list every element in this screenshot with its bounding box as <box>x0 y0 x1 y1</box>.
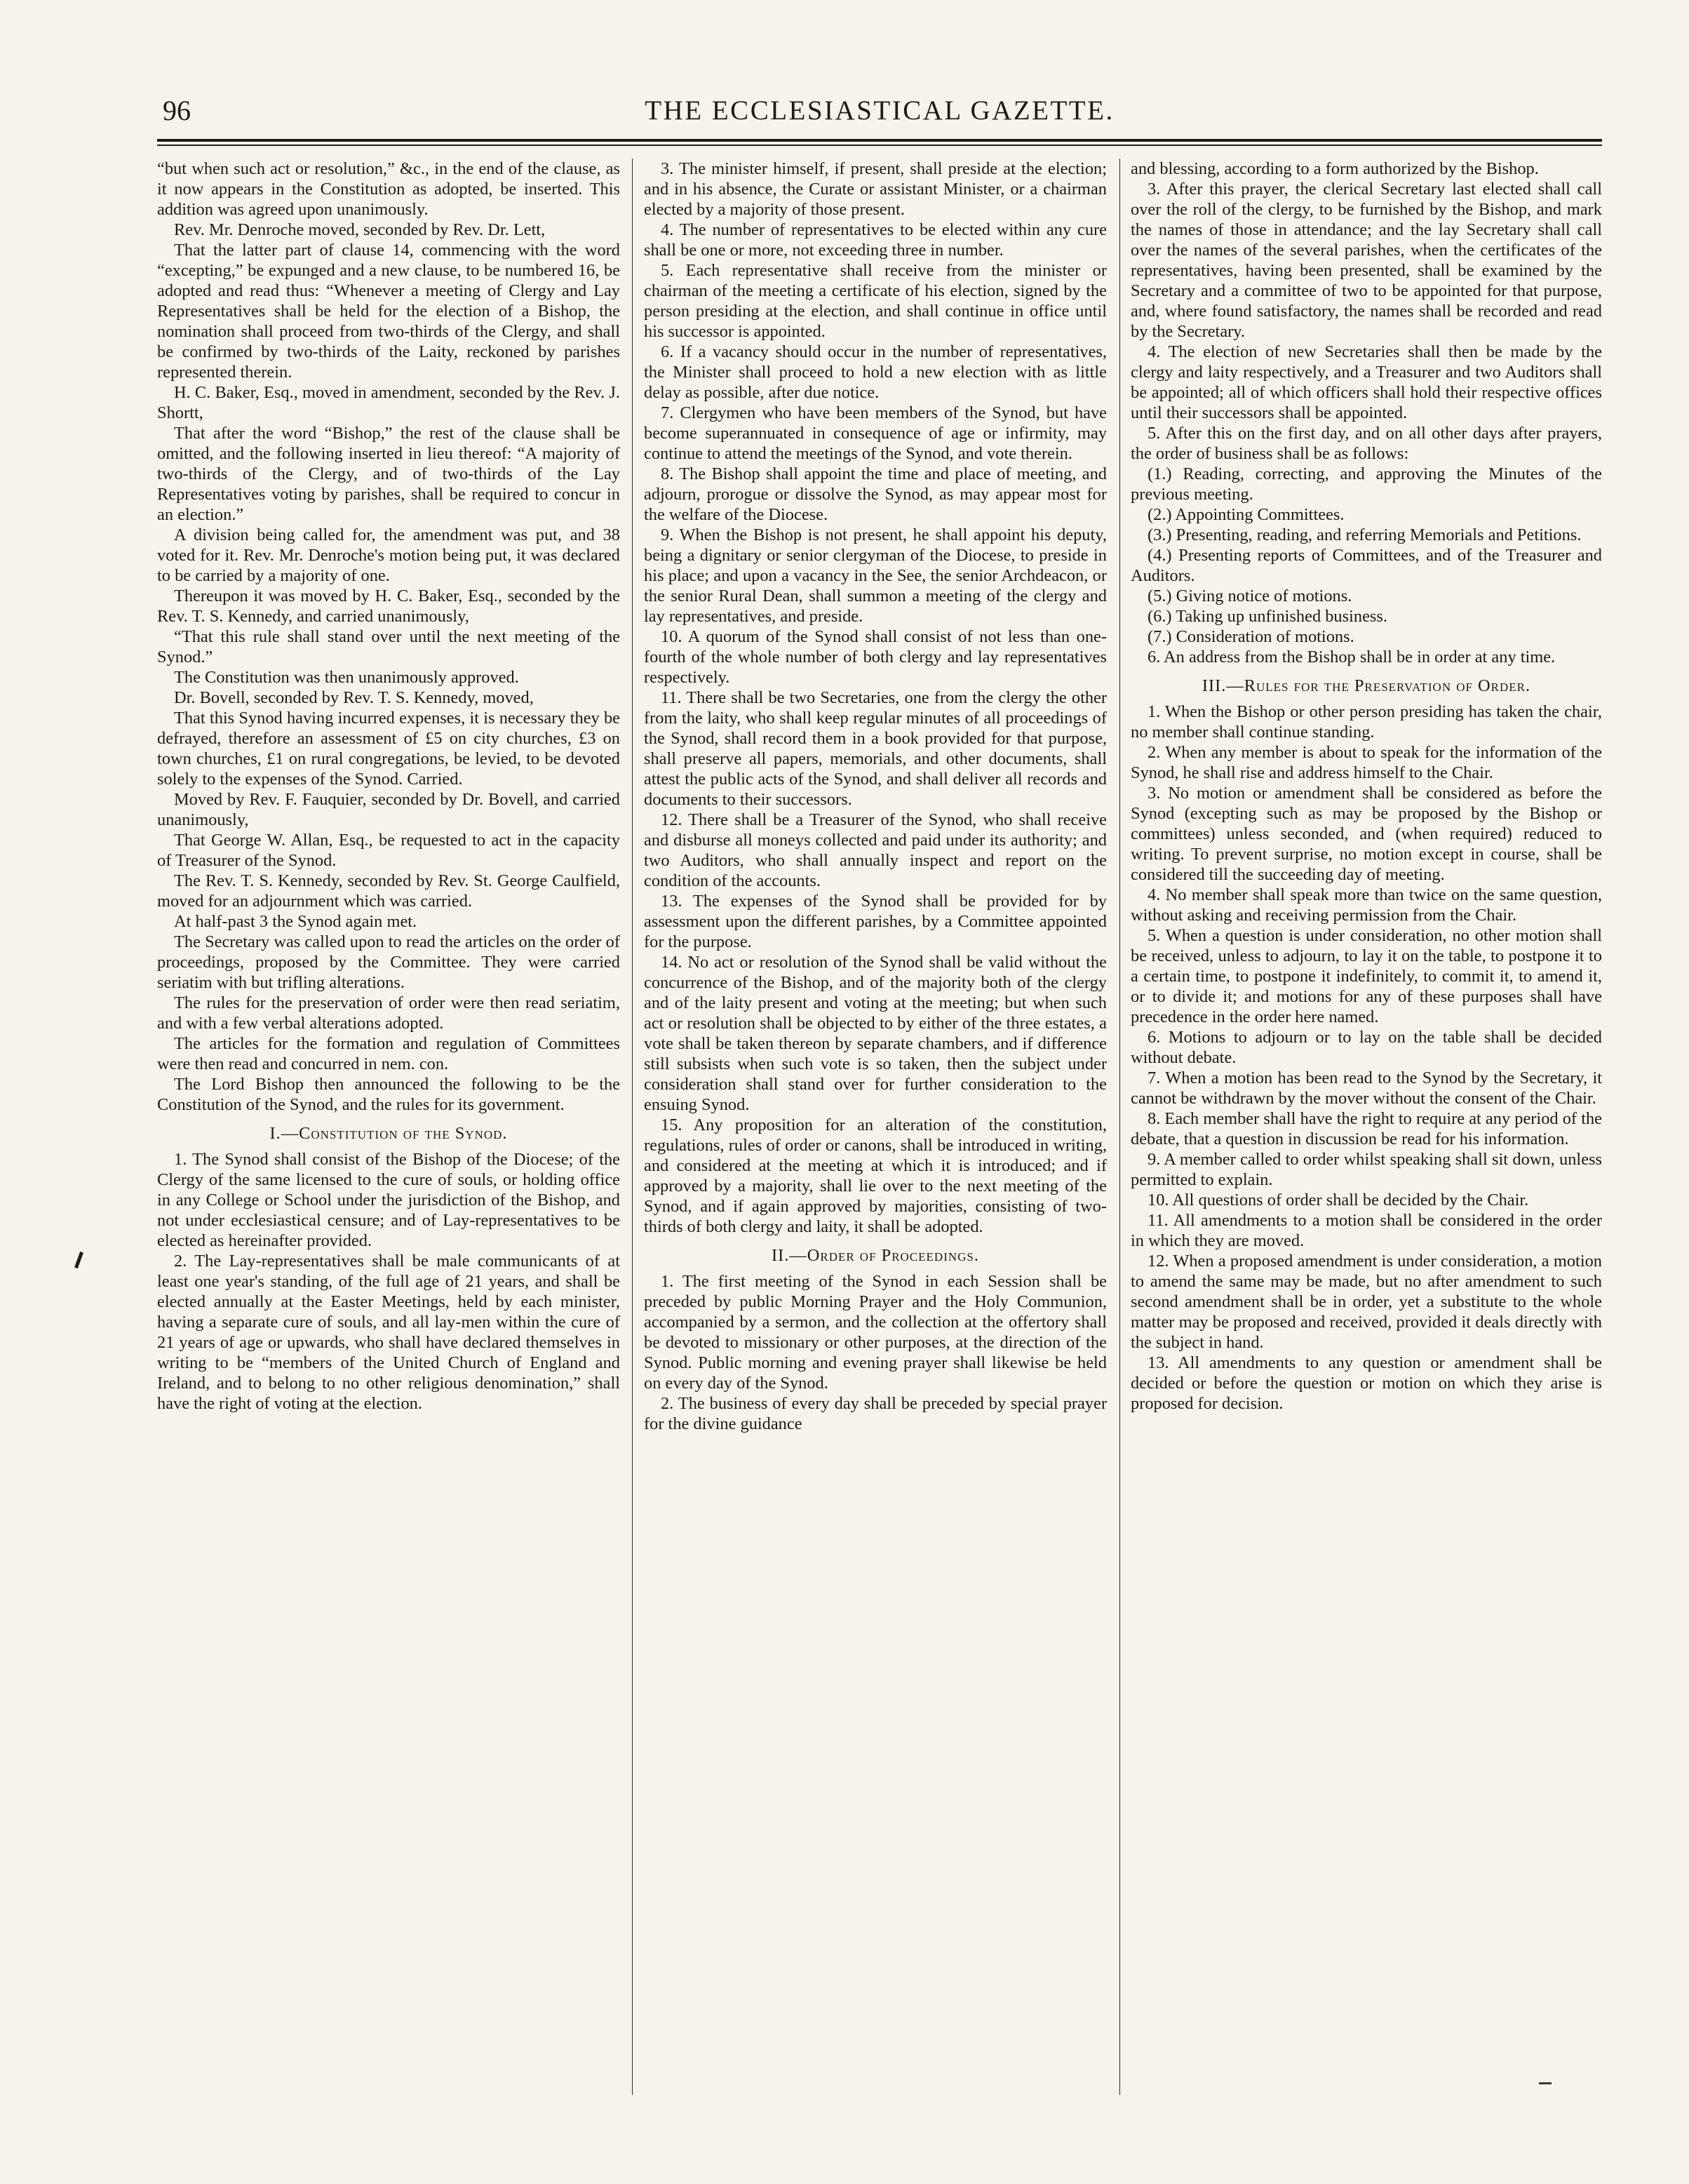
paragraph: The Secretary was called upon to read the articles on the order of proceedings, proposed by the Committee. They were carried seriatim with but trifling alterations. <box>157 932 620 992</box>
paragraph: (4.) Presenting reports of Committees, and of the Treasurer and Auditors. <box>1131 546 1602 585</box>
paragraph: 8. The Bishop shall appoint the time and place of meeting, and adjourn, prorogue or dissolve the Synod, as may appear most for the welfare of the Diocese. <box>644 464 1107 524</box>
paragraph: That George W. Allan, Esq., be requested to act in the capacity of Treasurer of the Synod. <box>157 831 620 870</box>
header-rule-thick <box>157 139 1602 142</box>
paragraph: 5. After this on the first day, and on all other days after prayers, the order of business shall be as follows: <box>1131 424 1602 463</box>
paragraph: 4. No member shall speak more than twice on the same question, without asking and receiving permission from the Chair. <box>1131 885 1602 925</box>
paragraph: (6.) Taking up unfinished business. <box>1148 607 1387 626</box>
page-number: 96 <box>163 95 191 126</box>
paragraph: Rev. Mr. Denroche moved, seconded by Rev. Dr. Lett, <box>174 220 546 239</box>
paragraph: Moved by Rev. F. Fauquier, seconded by Dr. Bovell, and carried unanimously, <box>157 790 620 829</box>
paragraph: 3. The minister himself, if present, shall preside at the election; and in his absence, the Curate or assistant Minister, or a chairman elected by a majority of those present. <box>644 159 1107 219</box>
paragraph: At half-past 3 the Synod again met. <box>174 912 417 931</box>
paragraph: “That this rule shall stand over until the next meeting of the Synod.” <box>157 627 620 666</box>
paragraph: 2. When any member is about to speak for the information of the Synod, he shall rise and address himself to the Chair. <box>1131 743 1602 782</box>
paragraph: 1. When the Bishop or other person presiding has taken the chair, no member shall continue standing. <box>1131 702 1602 742</box>
text-column-3 <box>1131 159 1602 2095</box>
paragraph: 14. No act or resolution of the Synod shall be valid without the concurrence of the Bishop, and of the majority both of the clergy and of the laity present and voting at the meeting; but when such act or resolution shall be objected to by either of the three estates, a vote shall be taken thereon by separate chambers, and if difference still subsists when such vote is so taken, then the subject under consideration shall stand over for further consideration to the ensuing Synod. <box>644 953 1107 1114</box>
paragraph: H. C. Baker, Esq., moved in amendment, seconded by the Rev. J. Shortt, <box>157 383 620 422</box>
paragraph: The rules for the preservation of order were then read seriatim, and with a few verbal alterations adopted. <box>157 993 620 1033</box>
paragraph: 10. A quorum of the Synod shall consist of not less than one-fourth of the whole number of both clergy and lay representatives respectively. <box>644 627 1107 687</box>
paragraph: The articles for the formation and regulation of Committees were then read and concurred in nem. con. <box>157 1034 620 1073</box>
paragraph: 11. There shall be two Secretaries, one from the clergy the other from the laity, who shall keep regular minutes of all proceedings of the Synod, shall record them in a book provided for that purpose, shall preserve all papers, memorials, and other documents, shall attest the public acts of the Synod, and shall deliver all records and documents to their successors. <box>644 688 1107 809</box>
column-divider <box>1119 159 1120 2095</box>
paragraph: A division being called for, the amendment was put, and 38 voted for it. Rev. Mr. Denroche's motion being put, it was declared to be carried by a majority of one. <box>157 525 620 585</box>
paragraph: 9. When the Bishop is not present, he shall appoint his deputy, being a dignitary or senior clergyman of the Diocese, to preside in his place; and upon a vacancy in the See, the senior Archdeacon, or the senior Rural Dean, shall summon a meeting of the clergy and lay representatives, and preside. <box>644 525 1107 626</box>
paragraph: “but when such act or resolution,” &c., in the end of the clause, as it now appears in the Constitution as adopted, be inserted. This addition was agreed upon unanimously. <box>157 159 620 219</box>
section-heading: I.—Constitution of the Synod. <box>269 1124 508 1143</box>
paragraph: 6. An address from the Bishop shall be in order at any time. <box>1148 648 1556 666</box>
paragraph: 1. The Synod shall consist of the Bishop of the Diocese; of the Clergy of the same licensed to the cure of souls, or holding office in any College or School under the jurisdiction of the Bishop, and not under ecclesiastical censure; and of Lay-representatives to be elected as hereinafter provided. <box>157 1150 620 1250</box>
paragraph: 2. The business of every day shall be preceded by special prayer for the divine guidance <box>644 1394 1107 1433</box>
paragraph: 4. The election of new Secretaries shall then be made by the clergy and laity respectively, and a Treasurer and two Auditors shall be appointed; all of which officers shall hold their respective offices until their successors shall be appointed. <box>1131 342 1602 422</box>
paragraph: 7. Clergymen who have been members of the Synod, but have become superannuated in consequence of age or infirmity, may continue to attend the meetings of the Synod, and vote therein. <box>644 403 1107 463</box>
paragraph: 12. There shall be a Treasurer of the Synod, who shall receive and disburse all moneys collected and paid under its authority; and two Auditors, who shall annually inspect and report on the condition of the accounts. <box>644 810 1107 890</box>
paragraph: (2.) Appointing Committees. <box>1148 505 1345 524</box>
paragraph: 5. Each representative shall receive from the minister or chairman of the meeting a certificate of his election, signed by the person presiding at the election, and shall continue in office until his successor is appointed. <box>644 261 1107 341</box>
paragraph: 5. When a question is under consideration, no other motion shall be received, unless to adjourn, to lay it on the table, to postpone it to a certain time, to postpone it indefinitely, to commit it, to amend it, or to divide it; and motions for any of these purposes shall have precedence in the order here named. <box>1131 926 1602 1026</box>
paragraph: 7. When a motion has been read to the Synod by the Secretary, it cannot be withdrawn by the mover without the consent of the Chair. <box>1131 1068 1602 1108</box>
page-header <box>157 93 1602 135</box>
header-rule-thin <box>157 145 1602 146</box>
paragraph: The Lord Bishop then announced the following to be the Constitution of the Synod, and the rules for its government. <box>157 1075 620 1114</box>
paragraph: 3. No motion or amendment shall be considered as before the Synod (excepting such as may be proposed by the Bishop or committees) unless seconded, and (when required) reduced to writing. To prevent surprise, no motion except in course, shall be considered till the succeeding day of meeting. <box>1131 784 1602 884</box>
text-column-1 <box>157 159 620 2095</box>
section-heading: II.—Order of Proceedings. <box>772 1246 979 1265</box>
section-heading: III.—Rules for the Preservation of Order. <box>1202 676 1531 695</box>
paragraph: 6. If a vacancy should occur in the number of representatives, the Minister shall proceed to hold a new election with as little delay as possible, after due notice. <box>644 342 1107 402</box>
column-divider <box>632 159 633 2095</box>
paragraph: Thereupon it was moved by H. C. Baker, Esq., seconded by the Rev. T. S. Kennedy, and carried unanimously, <box>157 587 620 626</box>
paragraph: The Constitution was then unanimously approved. <box>174 668 519 687</box>
paragraph: (3.) Presenting, reading, and referring Memorials and Petitions. <box>1148 525 1582 544</box>
paragraph: 15. Any proposition for an alteration of the constitution, regulations, rules of order or canons, shall be introduced in writing, and considered at the meeting at which it is introduced; and if approved by a majority, shall lie over to the next meeting of the Synod, and if again approved by majorities, consisting of two-thirds of both clergy and laity, it shall be adopted. <box>644 1116 1107 1236</box>
paragraph: 1. The first meeting of the Synod in each Session shall be preceded by public Morning Prayer and the Holy Communion, accompanied by a sermon, and the collection at the offertory shall be devoted to missionary or other purposes, at the direction of the Synod. Public morning and evening prayer shall likewise be held on every day of the Synod. <box>644 1272 1107 1393</box>
paragraph: Dr. Bovell, seconded by Rev. T. S. Kennedy, moved, <box>174 688 534 707</box>
paragraph: 8. Each member shall have the right to require at any period of the debate, that a question in discussion be read for his information. <box>1131 1109 1602 1148</box>
paragraph: 13. All amendments to any question or amendment shall be decided or before the question or motion on which they arise is proposed for decision. <box>1131 1353 1602 1413</box>
paragraph: 6. Motions to adjourn or to lay on the table shall be decided without debate. <box>1131 1028 1602 1067</box>
paragraph: 2. The Lay-representatives shall be male communicants of at least one year's standing, of the full age of 21 years, and shall be elected annually at the Easter Meetings, held by each minister, having a separate cure of souls, and all lay-men within the cure of 21 years of age or upwards, who shall have declared themselves in writing to be “members of the United Church of England and Ireland, and to belong to no other religious denomination,” shall have the right of voting at the election. <box>157 1252 620 1413</box>
paragraph: That after the word “Bishop,” the rest of the clause shall be omitted, and the following inserted in lieu thereof: “A majority of two-thirds of the Clergy, and of two-thirds of the Lay Representatives voting by parishes, shall be required to concur in an election.” <box>157 424 620 524</box>
paragraph: 3. After this prayer, the clerical Secretary last elected shall call over the roll of the clergy, to be furnished by the Bishop, and mark the names of those in attendance; and the lay Secretary shall call over the names of the several parishes, when the certificates of the representatives, having been presented, shall be examined by the Secretary and a committee of two to be appointed for that purpose, and, where found satisfactory, the names shall be recorded and read by the Secretary. <box>1131 180 1602 341</box>
paragraph: That this Synod having incurred expenses, it is necessary they be defrayed, therefore an assessment of £5 on city churches, £3 on town churches, £1 on rural congregations, be levied, to be devoted solely to the expenses of the Synod. Carried. <box>157 709 620 789</box>
paragraph: 12. When a proposed amendment is under consideration, a motion to amend the same may be made, but no after amendment to such second amendment shall be in order, yet a substitute to the whole matter may be proposed and received, provided it deals directly with the subject in hand. <box>1131 1252 1602 1352</box>
footer-dash <box>1539 2082 1552 2084</box>
paragraph: (5.) Giving notice of motions. <box>1148 587 1352 605</box>
paragraph: 4. The number of representatives to be elected within any cure shall be one or more, not exceeding three in number. <box>644 220 1107 260</box>
paragraph: and blessing, according to a form authorized by the Bishop. <box>1131 159 1539 178</box>
text-column-2 <box>644 159 1107 2095</box>
paragraph: The Rev. T. S. Kennedy, seconded by Rev. St. George Caulfield, moved for an adjournment which was carried. <box>157 871 620 911</box>
paragraph: 10. All questions of order shall be decided by the Chair. <box>1148 1191 1529 1210</box>
paragraph: (1.) Reading, correcting, and approving the Minutes of the previous meeting. <box>1131 464 1602 504</box>
paragraph: 13. The expenses of the Synod shall be provided for by assessment upon the different parishes, by a Committee appointed for the purpose. <box>644 892 1107 951</box>
masthead-title: THE ECCLESIASTICAL GAZETTE. <box>645 95 1115 126</box>
paragraph: 9. A member called to order whilst speaking shall sit down, unless permitted to explain. <box>1131 1150 1602 1189</box>
paragraph: (7.) Consideration of motions. <box>1148 627 1354 646</box>
margin-pen-mark <box>74 1252 83 1268</box>
paragraph: 11. All amendments to a motion shall be considered in the order in which they are moved. <box>1131 1211 1602 1250</box>
paragraph: That the latter part of clause 14, commencing with the word “excepting,” be expunged and a new clause, to be numbered 16, be adopted and read thus: “Whenever a meeting of Clergy and Lay Representatives shall be held for the election of a Bishop, the nomination shall proceed from two-thirds of the Clergy, and shall be confirmed by two-thirds of the Laity, reckoned by parishes represented therein. <box>157 241 620 382</box>
